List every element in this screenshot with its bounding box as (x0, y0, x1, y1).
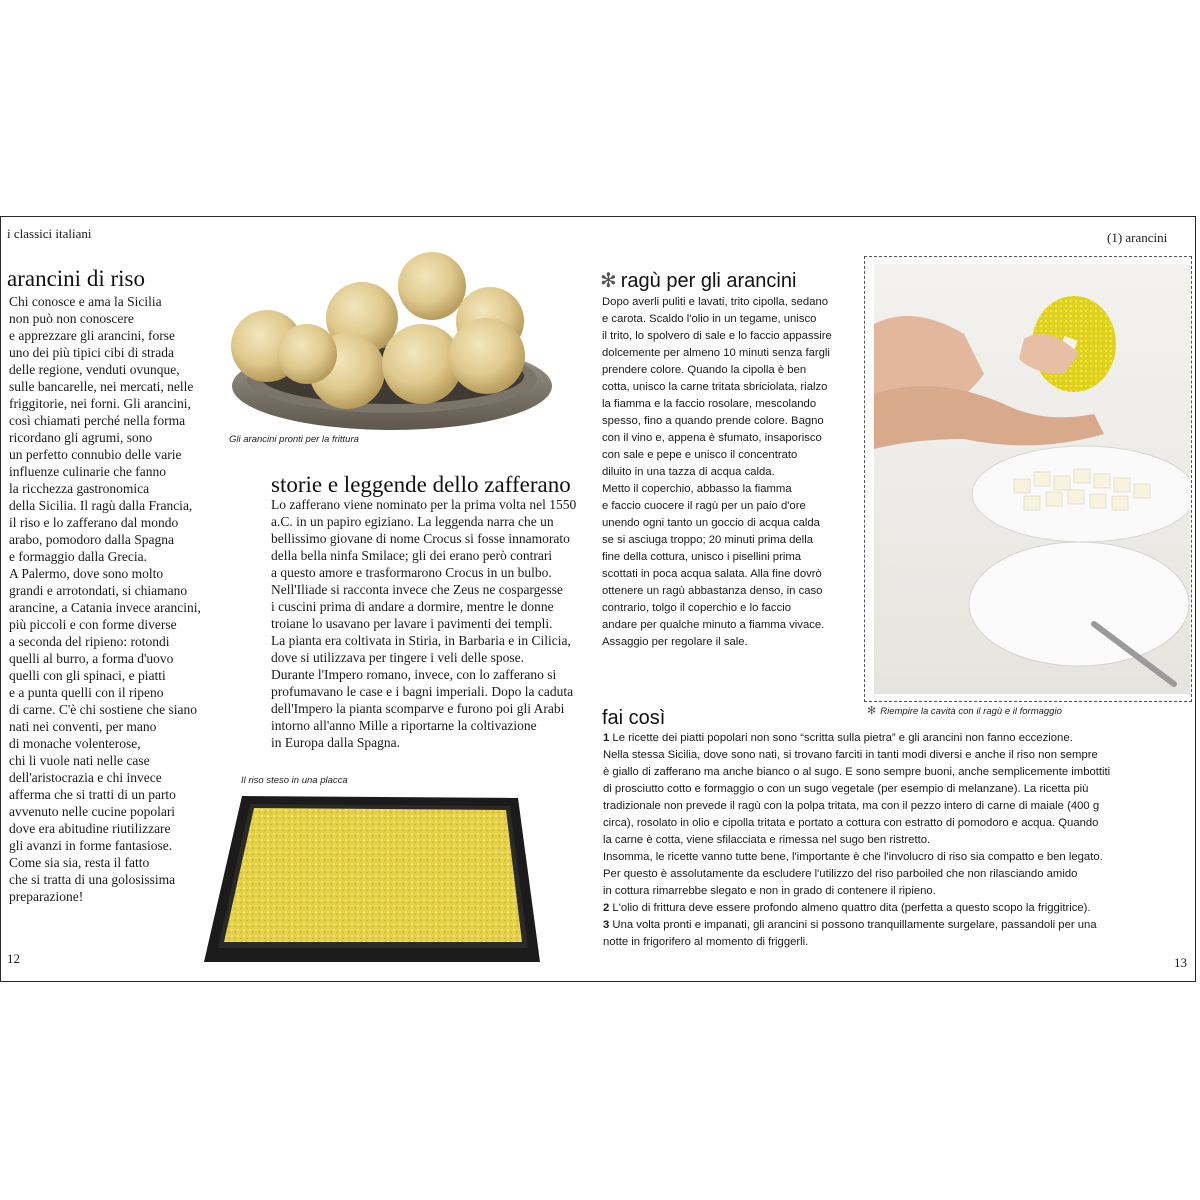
page-number-right: 13 (1174, 955, 1187, 970)
asterisk-icon: ✻ (867, 705, 877, 717)
text-line (603, 730, 1163, 747)
caption-arancini: Gli arancini pronti per la frittura (229, 434, 359, 445)
text-line: troiane lo usavano per lavare i pavimenti dei templi. (271, 616, 553, 631)
text-line: se si asciuga troppo; 20 minuti prima della (602, 534, 813, 546)
page-number-left: 12 (7, 951, 20, 966)
step-number: 2 (603, 902, 610, 914)
step-number: 3 (603, 919, 610, 931)
text-line: che si tratta di una golosissima (9, 872, 176, 887)
text-line: il trito, lo spolvero di sale e lo faccio appassire (602, 330, 832, 342)
text-line: diluito in una tazza di acqua calda. (602, 466, 775, 478)
text-line: la fiamma e la faccio rosolare, mescolando (602, 398, 817, 410)
text-line: più piccoli e con forme diverse (9, 617, 177, 632)
text-line: scottati in poca acqua salata. Alla fine dovrò (602, 568, 822, 580)
text-line: Metto il coperchio, abbasso la fiamma (602, 483, 792, 495)
text-line: dell'Impero la pianta scomparve e furono poi gli Arabi (271, 701, 565, 716)
text-line: la ricchezza gastronomica (9, 481, 150, 496)
text-line: sulle bancarelle, nei mercati, nelle (9, 379, 194, 394)
text-line: dell'aristocrazia e chi invece (9, 770, 162, 785)
text-line: Come sia sia, resta il fatto (9, 855, 150, 870)
text-line: A Palermo, dove sono molto (9, 566, 164, 581)
step-text: notte in frigorifero al momento di friggerli. (603, 936, 809, 948)
text-line: e carota. Scaldo l'olio in un tegame, unisco (602, 313, 817, 325)
text-line: i cuscini prima di andare a dormire, mentre le donne (271, 599, 554, 614)
text-line: ricordano gli agrumi, sono (9, 430, 153, 445)
text-line: con sale e pepe e unisco il concentrato (602, 449, 798, 461)
text-line: a seconda del ripieno: rotondi (9, 634, 170, 649)
caption-rice: Il riso steso in una placca (241, 775, 348, 786)
text-line (603, 900, 1163, 917)
text-line: della bella ninfa Smilace; gli dei erano però contrari (271, 548, 553, 563)
text-line: cotta, unisco la carne tritata sbriciolata, rialzo (602, 381, 828, 393)
text-line: quelli al burro, a forma d'uovo (9, 651, 174, 666)
ragu-text (602, 294, 862, 651)
text-line: spesso, fino a quando prende colore. Bagno (602, 415, 824, 427)
text-line: bellissimo giovane di nome Crocus si fosse innamorato (271, 531, 570, 546)
text-line: dove si utilizzava per tingere i veli delle spose. (271, 650, 525, 665)
step-text: Per questo è assolutamente da escludere l'utilizzo del riso parboiled che non rilasciando amido (603, 868, 1078, 880)
fai-text (603, 730, 1163, 951)
text-line (603, 917, 1163, 934)
text-line: quelli con gli spinaci, e piatti (9, 668, 166, 683)
step-text: in cottura rimarrebbe slegato e non in grado di contenere il ripieno. (603, 885, 936, 897)
step-text: L'olio di frittura deve essere profondo almeno quattro dita (perfetta a questo scopo la friggitrice). (609, 902, 1091, 914)
asterisk-icon: ✻ (600, 270, 617, 292)
running-head-right: (1) arancini (1107, 230, 1168, 245)
text-line: preparazione! (9, 889, 84, 904)
text-line: afferma che si tratti di un parto (9, 787, 176, 802)
text-line: gli avanzi in forme fantasiose. (9, 838, 173, 853)
text-line (603, 883, 1163, 900)
text-line (603, 849, 1163, 866)
text-line: fine della cottura, unisco i pisellini prima (602, 551, 802, 563)
text-line: andare per qualche minuto a fiamma vivace. (602, 619, 825, 631)
photo-arancini (222, 246, 572, 436)
zafferano-title: storie e leggende dello zafferano (271, 472, 571, 497)
text-line: a questo amore e trasformarono Crocus in un bulbo. (271, 565, 552, 580)
text-line: della Sicilia. Il ragù dalla Francia, (9, 498, 193, 513)
text-line: arabo, pomodoro dalla Spagna (9, 532, 174, 547)
text-line (603, 934, 1163, 951)
text-line: delle regione, venduti ovunque, (9, 362, 180, 377)
text-line: e apprezzare gli arancini, forse (9, 328, 176, 343)
text-line (603, 781, 1163, 798)
ragu-title (600, 269, 796, 293)
text-line: così chiamati perché nella forma (9, 413, 186, 428)
text-line: di carne. C'è chi sostiene che siano (9, 702, 197, 717)
step-text: tradizionale non prevede il ragù con la polpa tritata, ma con il pezzo intero di carne di maiale (400 g (603, 800, 1100, 812)
fai-title: fai così (602, 707, 666, 729)
step-text: è giallo di zafferano ma anche bianco o al sugo. E sono sempre buoni, anche semplicemente imbottiti (603, 766, 1111, 778)
text-line: Dopo averli puliti e lavati, trito cipolla, sedano (602, 296, 829, 308)
text-line: grandi e arrotondati, si chiamano (9, 583, 188, 598)
text-line: il riso e lo zafferano dal mondo (9, 515, 179, 530)
text-line (603, 832, 1163, 849)
text-line: Chi conosce e ama la Sicilia (9, 294, 162, 309)
step-text: Le ricette dei piatti popolari non sono “scritta sulla pietra” e gli arancini non fanno eccezione. (609, 732, 1073, 744)
step-text: di prosciutto cotto e formaggio o con un sugo vegetale (per esempio di melanzane). La ricetta più (603, 783, 1089, 795)
text-line: arancine, a Catania invece arancini, (9, 600, 201, 615)
zafferano-text (271, 496, 591, 751)
recipe-title: arancini di riso (7, 266, 145, 291)
text-line: unendo ogni tanto un goccio di acqua calda (602, 517, 820, 529)
text-line (603, 747, 1163, 764)
text-line: influenze culinarie che fanno (9, 464, 167, 479)
text-line: a.C. in un papiro egiziano. La leggenda narra che un (271, 514, 554, 529)
text-line: profumavano le case e i bagni imperiali. Dopo la caduta (271, 684, 574, 699)
text-line: Nell'Iliade si racconta invece che Zeus ne cospargesse (271, 582, 563, 597)
step-text: circa), rosolato in olio e cipolla tritata e portato a cottura con estratto di pomodoro e acqua. Quando (603, 817, 1099, 829)
text-line: in Europa dalla Spagna. (271, 735, 400, 750)
text-line: chi li vuole nati nelle case (9, 753, 150, 768)
text-line: uno dei più tipici cibi di strada (9, 345, 174, 360)
text-line (603, 866, 1163, 883)
text-line: La pianta era coltivata in Stiria, in Barbaria e in Cilicia, (271, 633, 571, 648)
running-head-left: i classici italiani (7, 226, 92, 241)
text-line: di monache volenterose, (9, 736, 141, 751)
step-number: 1 (603, 732, 610, 744)
text-line: non può non conoscere (9, 311, 134, 326)
text-line: e formaggio dalla Grecia. (9, 549, 147, 564)
text-line: intorno all'anno Mille a riportarne la coltivazione (271, 718, 537, 733)
text-line: nati nei conventi, per mano (9, 719, 157, 734)
text-line: dolcemente per almeno 10 minuti senza fargli (602, 347, 830, 359)
text-line: Lo zafferano viene nominato per la prima volta nel 1550 (271, 497, 577, 512)
text-line: con il vino e, appena è sfumato, insaporisco (602, 432, 822, 444)
text-line (603, 815, 1163, 832)
text-line (603, 764, 1163, 781)
step-text: la carne è cotta, viene sfilacciata e rimessa nel sugo ben ristretto. (603, 834, 931, 846)
text-line: prendere colore. Quando la cipolla è ben (602, 364, 807, 376)
step-text: Una volta pronti e impanati, gli arancini si possono tranquillamente surgelare, passandoli per una (609, 919, 1097, 931)
photo-filling-arancini (874, 264, 1190, 694)
text-line (603, 798, 1163, 815)
text-line: avvenuto nelle cucine popolari (9, 804, 176, 819)
step-text: Insomma, le ricette vanno tutte bene, l'importante è che l'involucro di riso sia compatto e ben legato. (603, 851, 1103, 863)
step-text: Nella stessa Sicilia, dove sono nati, si trovano farciti in tanti modi diversi e anche il riso non sempre (603, 749, 1098, 761)
text-line: e a punta quelli con il ripeno (9, 685, 164, 700)
ragu-title-text: ragù per gli arancini (620, 270, 797, 292)
text-line: un perfetto connubio delle varie (9, 447, 182, 462)
text-line: dove era abitudine riutilizzare (9, 821, 171, 836)
text-line: contrario, tolgo il coperchio e lo faccio (602, 602, 792, 614)
photo-rice-tray (200, 790, 545, 970)
text-line: e faccio cuocere il ragù per un paio d'ore (602, 500, 806, 512)
caption-step-text: Riempire la cavità con il ragù e il formaggio (880, 706, 1062, 717)
text-line: Durante l'Impero romano, invece, con lo zafferano si (271, 667, 557, 682)
text-line: Assaggio per regolare il sale. (602, 636, 748, 648)
text-line: friggitorie, nei forni. Gli arancini, (9, 396, 191, 411)
caption-step (867, 704, 1062, 717)
text-line: ottenere un ragù abbastanza denso, in caso (602, 585, 823, 597)
